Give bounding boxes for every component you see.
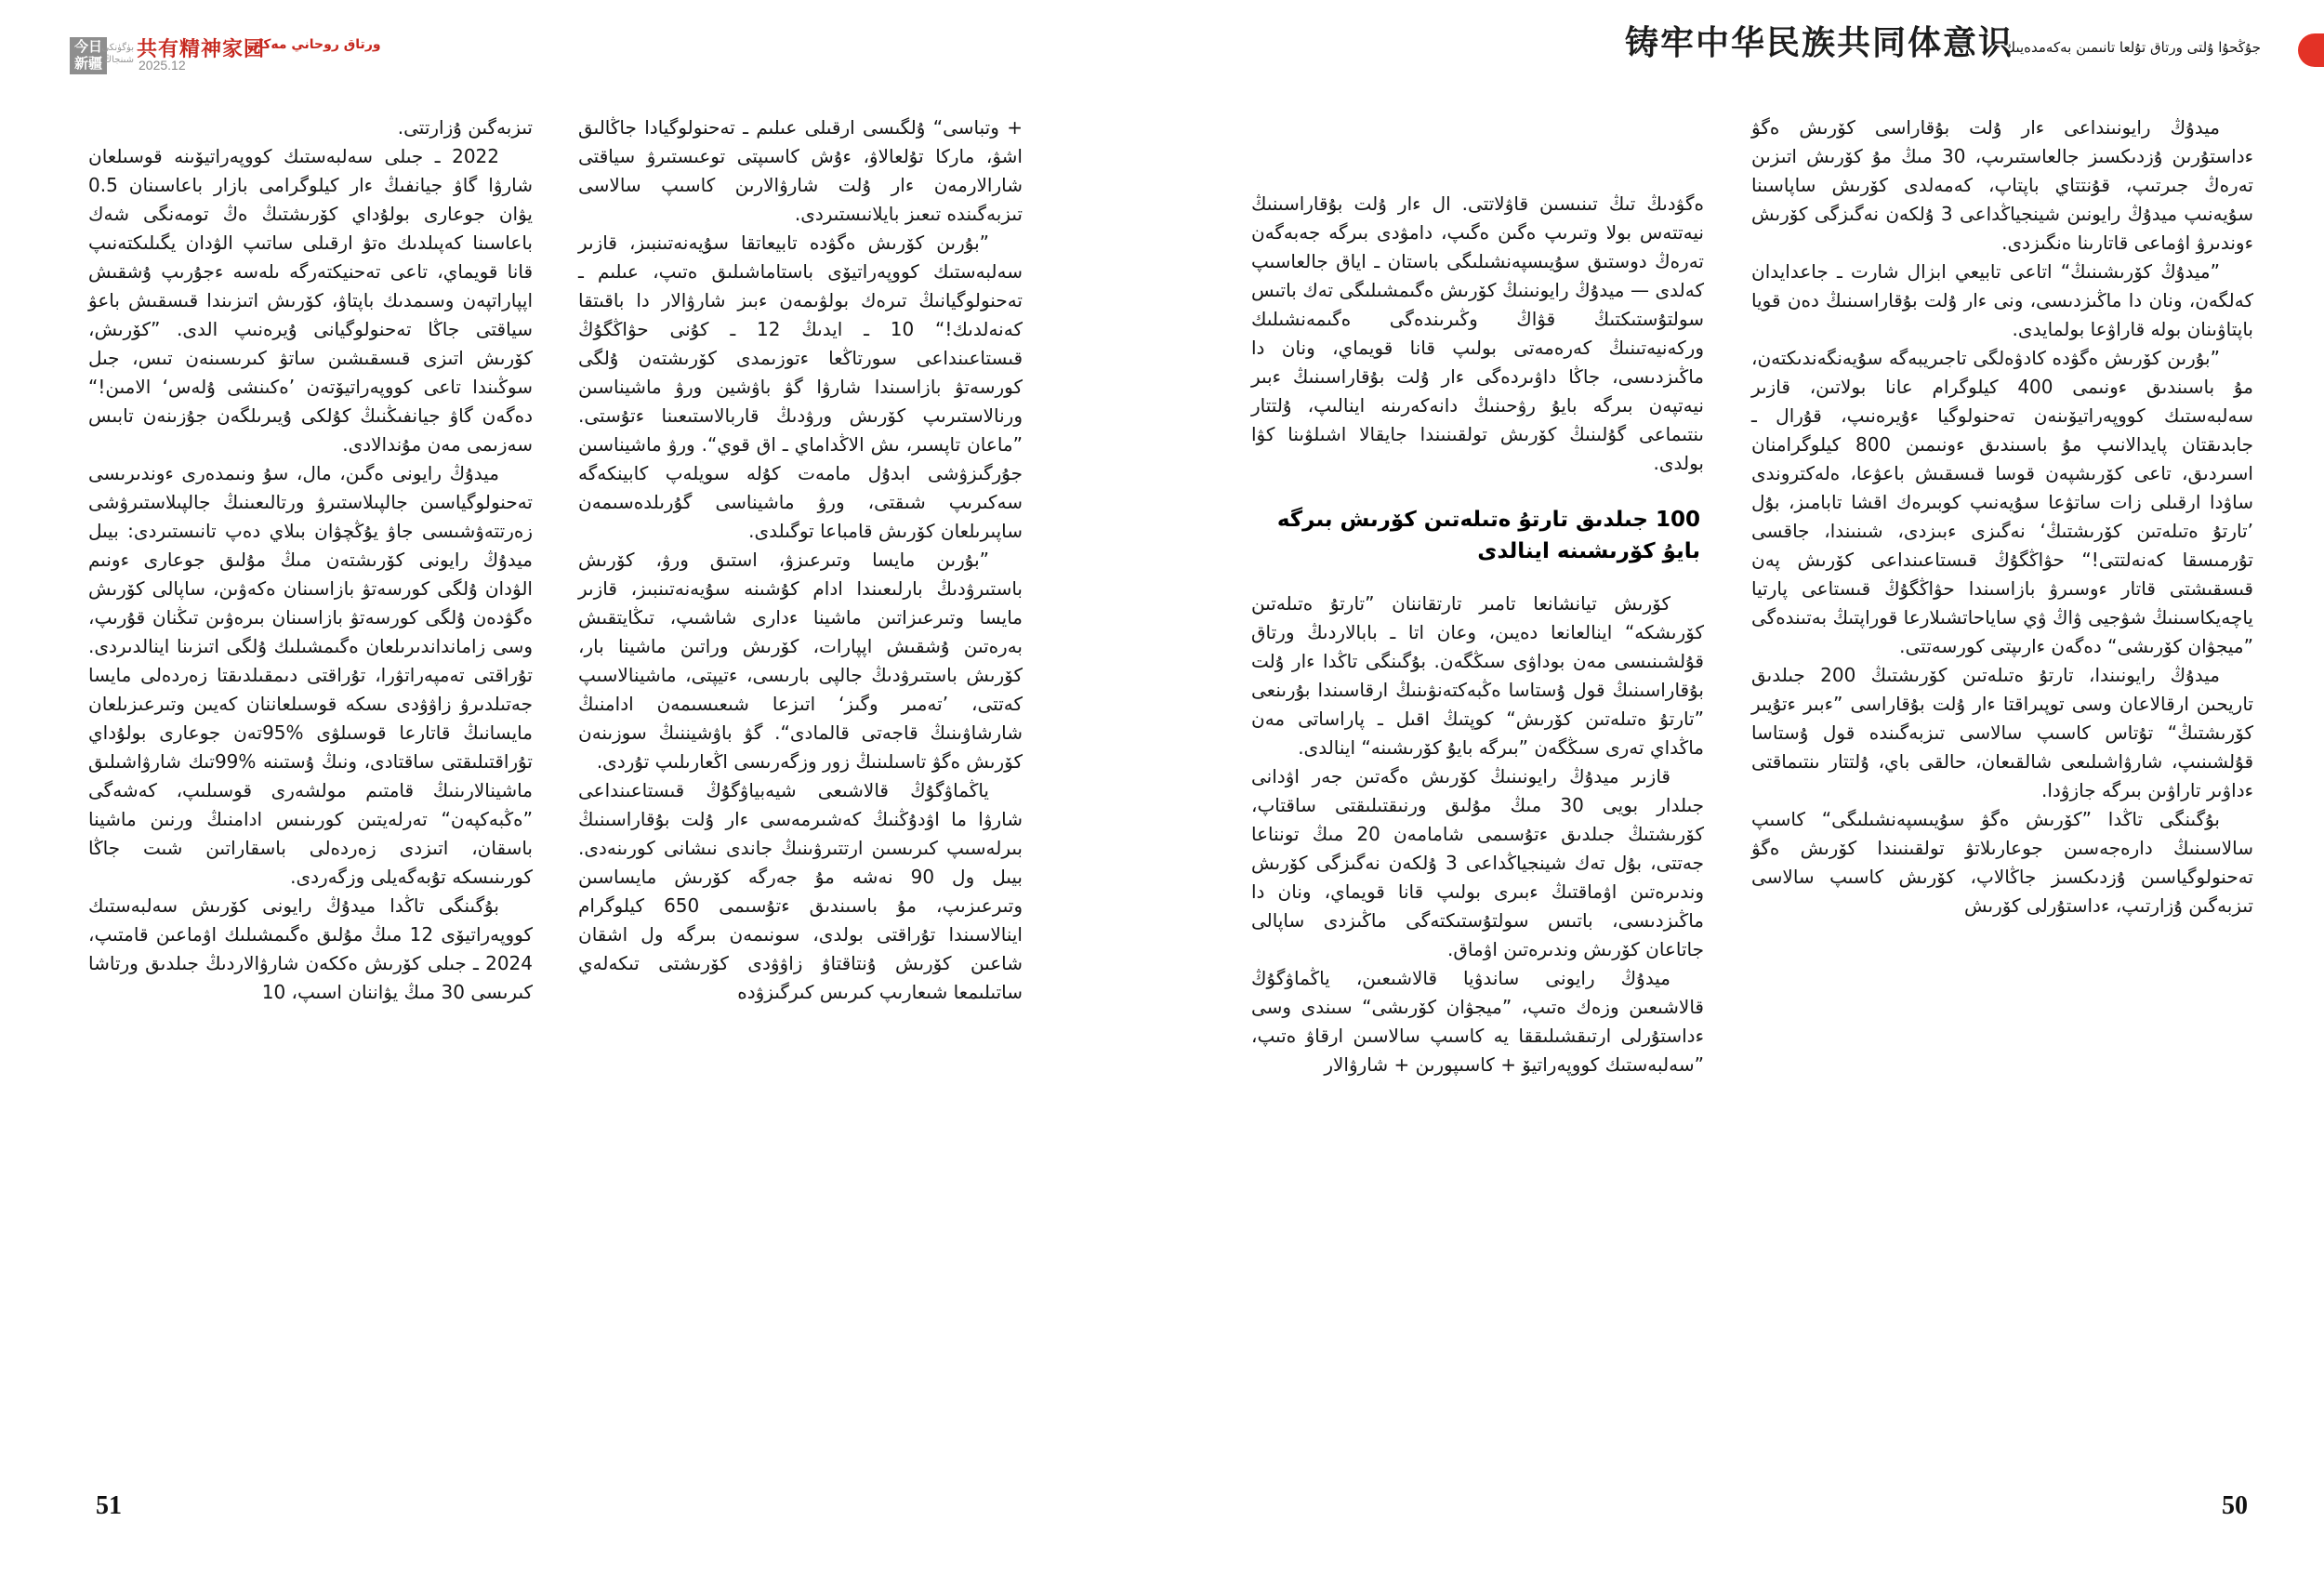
paragraph: بۇگىنگى تاڭدا ميدۇڭ رايونى كۆرىش سەلبەستىك كووپەراتيۆى 12 مىڭ مۇلىق ەگىمشىلىك اۋماعىن قامتىپ، 2024 ـ جىلى كۆرىش ەككەن شارۋالاردىڭ جىلدىق ورتاشا كىرىسى 30 مىڭ يۋاننان اسىپ، 10	[88, 894, 533, 1003]
header-slogan-script: جۇڭحۇا ۇلتى ورتاق تۇلعا تانىمىن بەكەمدەيىك	[2003, 39, 2261, 56]
paragraph: ميدۇڭ رايونى ەگىن، مال، سۇ ونىمدەرى ءوندىرىسى تەحنولوگياسىن جالپىلاستىرۋ ورتالىعىنىڭ جالپىلاستىرۋشى زەرتتەۋشىسى جاۋ يۇڭچۋان بىلاي دەپ تانىستىردى: بيىل ميدۇڭ رايونى كۆرىشتەن مىڭ مۇلىق جوعارى ءونىم الۋدان ۇلگى كورسەتۋ بازاسىنان ەكەۋىن، ساپالى كۆرىش ەگۋدەن ۇلگى كورسەتۋ بازاسىنان بىرەۋىن تىڭنان قۇرىپ، وسى زامانداندىرىلعان ەگىمشىلىك ۇلگى اتىزىنا اينالدىردى. تۇراقتى تەمپەراتۋرا، تۇراقتى دىمقىلدىقتا زەردەلى مايسا جەتىلدىرۋ زاۋۋدى ىسكە قوسىلعاننان كەيىن وتىرعىزىلعان مايسانىڭ قاتارعا قوسىلۋى %95تەن جوعارى بولۇداي تۇراقتىلىقتى ساقتادى، ونىڭ ۇستىنە %99تىك شارۋاشىلىق ماشينالارىنىڭ قامتىم مولشەرى قوسىلىپ، كەشەگى ”ەڭبەكپەن“ تەرلەيتىن كورىنىس ادامنىڭ ورنىن ماشينا باسقان، اتىزدى زەردەلى باسقاراتىن شىت جاڭا كورىنىسكە تۇبەگەيلى وزگەردى.	[88, 462, 534, 888]
paragraph: كۆرىش تيانشانعا تامىر تارتقاننان ”تارتۇ ەتىلەتىن كۆرىشكە“ اينالعانعا دەيىن، وعان اتا ـ بابالاردىڭ ورتاق قۇلشىنىسى مەن بوداۋى سىڭگەن. بۇگىنگى تاڭدا ءار ۇلت بۇقاراسىنىڭ قول ۇستاسا ەڭبەكتەنۋىنىڭ ارقاسىندا بۇرىنعى ”تارتۇ ەتىلەتىن كۆرىش“ كوپتىڭ اقىل ـ پاراساتى مەن ماڭداي تەرى سىڭگەن ”بىرگە بايۇ كۆرىشىنە“ اينالدى.	[1251, 592, 1704, 759]
paragraph: ميدۇڭ رايونىنداعى ءار ۇلت بۇقاراسى كۆرىش ەگۋ ءداستۇرىن ۇزدىكسىز جالعاستىرىپ، 30 مىڭ مۇ كۆرىش اتىزىن تەرەڭ جىرتىپ، قۇنتتاي باپتاپ، كەمەلدى كۆرىش ساپاسىنا سۇيەنىپ ميدۇڭ رايونىن شينجياڭداعى 3 ۇلكەن نەگىزگى كۆرىش ءوندىرۋ اۋماعى قاتارىنا ەنگىزدى.	[1751, 116, 2254, 254]
paragraph: ميدۇڭ رايونى ساندۋيا قالاشىعىن، ياڭماۋگۇڭ قالاشىعىن وزەك ەتىپ، ”ميجۋان كۆرىشى“ سىندى وسى ءداستۇرلى ارتىقشىلىققا يە كاسىپ سالاسىن ارقاۋ ەتىپ، ”سەلبەستىك كووپەراتيۆ + كاسىپورىن + شارۋالار	[1251, 967, 1704, 1076]
logo-line2: 新疆	[73, 57, 102, 72]
paragraph: ”بۇرىن مايسا وتىرعىزۋ، استىق ورۋ، كۆرىش باستىرۋدىڭ بارلىعىندا ادام كۇشىنە سۇيەنەتىنبىز، قازىر مايسا وتىرعىزاتىن ماشينا ءدارى شاشىپ، تىڭايتقىش بەرەتىن ۇشقىش اپپارات، كۆرىش وراتىن ماشينا بار، كۆرىش باستىرۋدىڭ جالپى بارىسى، ءتيپتى، ماشينالاسىپ كەتتى، ’تەمىر وگىز‘ اتىزعا شىعىسىمەن ادامنىڭ شارشاۋىنىڭ قاجەتى قالمادى“. گۋ باۋشيننىڭ سوزىنەن كۆرىش ەگۋ تاسىلىنىڭ زور وزگەرىسى اڭعارىلىپ تۇردى.	[578, 549, 1023, 773]
column-page51-outer	[88, 113, 533, 1007]
masthead-title-chinese: 共有精神家园	[137, 38, 266, 61]
column-page50-inner	[1251, 190, 1704, 1079]
paragraph: ەگۋدىڭ تىڭ تىنىسىن قاۋلاتتى. ال ءار ۇلت بۇقاراسىنىڭ نيەتتەس بولا وتىرىپ ەگىن ەگىپ، دامۋدى بىرگە جەبەگەن تەرەڭ دوستىق سۇيىسپەنشىلىگى باستان ـ اياق جالعاسىپ كەلدى — ميدۇڭ رايونىنىڭ كۆرىش ەگىمشىلىگى تەك باتىس سولتۇستىكتىڭ قۋاڭ وڭىرىندەگى ەگىمەنشىلىك وركەنيەتىنىڭ كەرەمەتى بولىپ قانا قويماي، ونان دا ماڭىزدىسى، جاڭا داۋىردەگى ءار ۇلت بۇقاراسىنىڭ ءبىر نيەتپەن بىرگە بايۇ رۋحىنىڭ دانەكەرىنە اينالىپ، ۇلتتار ىنتىماعى گۇلىنىڭ كۆرىش تولقىنىندا جايقالا اشىلۋىنا كۋا بولدى.	[1251, 192, 1704, 474]
paragraph: ياڭماۋگۇڭ قالاشىعى شيەبياۋگۇڭ قىستاعىنداعى شارۋا ما اۋدۇڭنىڭ كەشىرمەسى ءار ۇلت بۇقاراسىنىڭ بىرلەسىپ كىرىسىن ارتتىرۋىنىڭ جاندى نىشانى كورىنەدى. بيىل ول 90 نەشە مۇ جەرگە كۆرىش مايساسىن وتىرعىزىپ، مۇ باسىندىق ءتۇسىمى 650 كيلوگرام اينالاسىندا تۇراقتى بولدى، سونىمەن بىرگە ول اشقان شاعىن كۆرىش ۇنتاقتاۋ زاۋۋدى كۆرىشتى تىكەلەي ساتىلىمعا شىعارىپ كىرىس كىرگىزۋدە	[578, 779, 1023, 1003]
article-subheading: 100 جىلدىق تارتۇ ەتىلەتىن كۆرىش بىرگە بايۇ كۆرىشىنە اينالدى	[1276, 508, 1700, 563]
page-number-right: 50	[2222, 1491, 2248, 1520]
paragraph: + وتباسى“ ۇلگىسى ارقىلى عىلىم ـ تەحنولوگيادا جاڭالىق اشۋ، ماركا تۇلعالاۋ، ءۇش كاسىپتى توعىستىرۋ سياقتى شارالارمەن ءار ۇلت شارۋالارىن كاسىپ سالاسى تىزبەگىندە تىعىز بايلانىستىردى.	[578, 116, 1023, 225]
masthead-title-script: ورتاق روحاني مەكان	[247, 37, 381, 52]
page-number-left: 51	[96, 1491, 122, 1520]
paragraph: تىزبەگىن ۇزارتتى.	[397, 116, 533, 139]
paragraph: بۇگىنگى تاڭدا ”كۆرىش ەگۋ سۇيىسپەنشىلىگى“ كاسىپ سالاسىنىڭ دارەجەسىن جوعارىلاتۋ تولقىنىندا كۆرىش ەگۋ تەحنولوگياسىن ۇزدىكسىز جاڭالاپ، كۆرىش كاسىپ سالاسى تىزبەگىن ۇزارتىپ، ءداستۇرلى كۆرىش	[1751, 808, 2253, 917]
paragraph: ”بۇرىن كۆرىش ەگۋدە تابيعاتقا سۇيەنەتىنبىز، قازىر سەلبەستىك كووپەراتيۆى باستاماشىلىق ەتىپ، عىلىم ـ تەحنولوگيانىڭ تىرەك بولۋىمەن ءبىز شارۋالار دا باقىتقا كەنەلدىك!“ 10 ـ ايدىڭ 12 ـ كۇنى حۋاڭگۇڭ قىستاعىنداعى سورتاڭعا ءتوزىمدى كۆرىشتەن ۇلگى كورسەتۋ بازاسىندا شارۋا گۋ باۋشين ورۋ ماشيناسىن ورنالاستىرىپ كۆرىش ورۋدىڭ قاربالاستىعىنا ءتۇستى. ”ماعان تاپسىر، ىش الاڭداماي ـ اق قوي“. ورۋ ماشيناسىن جۇرگىزۋشى ابدۇل مامەت كۇلە سويلەپ كابينكەگە سەكىرىپ شىقتى، ورۋ ماشيناسى گۇرىلدەسىمەن ساپىرىلعان كۆرىش قامباعا توگىلدى.	[578, 232, 1023, 542]
paragraph: قازىر ميدۇڭ رايونىنىڭ كۆرىش ەگەتىن جەر اۋدانى جىلدار بويى 30 مىڭ مۇلىق ورنىقتىلىقتى ساقتاپ، كۆرىشتىڭ جىلدىق ءتۇسىمى شامامەن 20 مىڭ تونناعا جەتتى، بۇل تەك شينجياڭداعى 3 ۇلكەن نەگىزگى كۆرىش وندىرەتىن اۋماقتىڭ ءبىرى بولىپ قانا قويماي، ونان دا ماڭىزدىسى، باتىس سولتۇستىكتەگى ماڭىزدى ساپالى جاتاعان كۆرىش وندىرەتىن اۋماق.	[1251, 765, 1704, 960]
logo-line1: 今日	[73, 40, 102, 55]
column-page51-inner	[578, 113, 1023, 1007]
paragraph: 2022 ـ جىلى سەلبەستىك كووپەراتيۆىنە قوسىلعان شارۋا گاۋ جيانفىڭ ءار كيلوگرامى بازار باعاسىنان 0.5 يۋان جوعارى بولۇداي كۆرىشتىڭ ەڭ تومەنگى شەك باعاسىنا كەپىلدىك ەتۋ ارقىلى ساتىپ الۋدان يگىلىكتەنىپ قانا قويماي، تاعى تەحنيكتەرگە ىلەسە ءجۇرىپ ۇشقىش اپپاراتپەن وسىمدىك باپتاۋ، كۆرىش اتىزىندا قىسقىش باعۋ سياقتى جاڭا تەحنولوگيانى ۇيرەنىپ الدى. ”كۆرىش، كۆرىش اتىزى قىسقىشىن ساتۋ كىرىسىنەن تىس، جىل سوڭىندا تاعى كووپەراتيۆتەن ’ەكىنشى ۇلەس‘ الامىن!“ دەگەن گاۋ جيانفىڭنىڭ كۇلكى ۇيىرىلگەن جۇزىنەن تابىس سەزىمى مەن مۇندالادى.	[88, 145, 533, 456]
paragraph: ”ميدۇڭ كۆرىشىنىڭ“ اتاعى تابيعي ابزال شارت ـ جاعدايدان كەلگەن، ونان دا ماڭىزدىسى، ونى ءار ۇلت بۇقاراسىنىڭ دەن قويا باپتاۋىنان بولە قاراۋعا بولمايدى.	[1751, 260, 2253, 340]
logo-side-script: بۈگۈنكى شىنجاڭ	[101, 43, 134, 65]
red-edge-tab	[2298, 33, 2324, 67]
issue-date: 2025.12	[139, 58, 186, 73]
paragraph: ”بۇرىن كۆرىش ەگۋدە كادۋەلگى تاجىريبەگە سۇيەنگەندىكتەن، مۇ باسىندىق ءونىمى 400 كيلوگرام عانا بولاتىن، قازىر سەلبەستىك كووپەراتيۆىنەن تەحنولوگيا ءۇيرەنىپ، قۇرال ـ جابدىقتان پايدالانىپ مۇ باسىندىق ءونىمىن 800 كيلوگرامنان اسىردىق، تاعى كۆرىشپەن قوسا قىسقىش باعۋعا، ەلەكتروندى ساۋدا ارقىلى زات ساتۋعا سۇيەنىپ كوبىرەك اقشا تابامىز، بۇل ’تارتۇ ەتىلەتىن كۆرىشتىڭ‘ نەگىزى ءبىزدى، شىنىندا، جاقسى تۇرمىسقا كەنەلتتى!“ حۋاڭگۇڭ قىستاعىنداعى كۆرىش پەن قىسقىشتى قاتار ءوسىرۋ بازاسىندا حۋاڭگۇڭ قىستاعى پارتيا ياچەيكاسىنىڭ شۋجيى ۋاڭ ۋي ساياحاتشىلارعا قوراپتىڭ بەتىندەگى ”ميجۋان كۆرىشى“ دەگەن ءارىپتى كورسەتتى.	[1751, 347, 2254, 657]
column-page50-outer	[1751, 113, 2253, 920]
paragraph: ميدۇڭ رايونىندا، تارتۇ ەتىلەتىن كۆرىشتىڭ 200 جىلدىق تاريحىن ارقالاعان وسى توپىراقتا ءار ۇلت بۇقاراسى ”ءبىر ءتۇيىر كۆرىشتىڭ“ تۇتاس كاسىپ سالاسى تىزبەگىندە قول ۇستاسا قۇلشىنىپ، شارۋاشىلىعى شالقىعان، حالقى باي، ۇلتتار ىنتىماقتى ءداۋىر تاراۋىن بىرگە جازۋدا.	[1751, 664, 2253, 801]
header-slogan-chinese: 铸牢中华民族共同体意识	[1625, 24, 2014, 61]
